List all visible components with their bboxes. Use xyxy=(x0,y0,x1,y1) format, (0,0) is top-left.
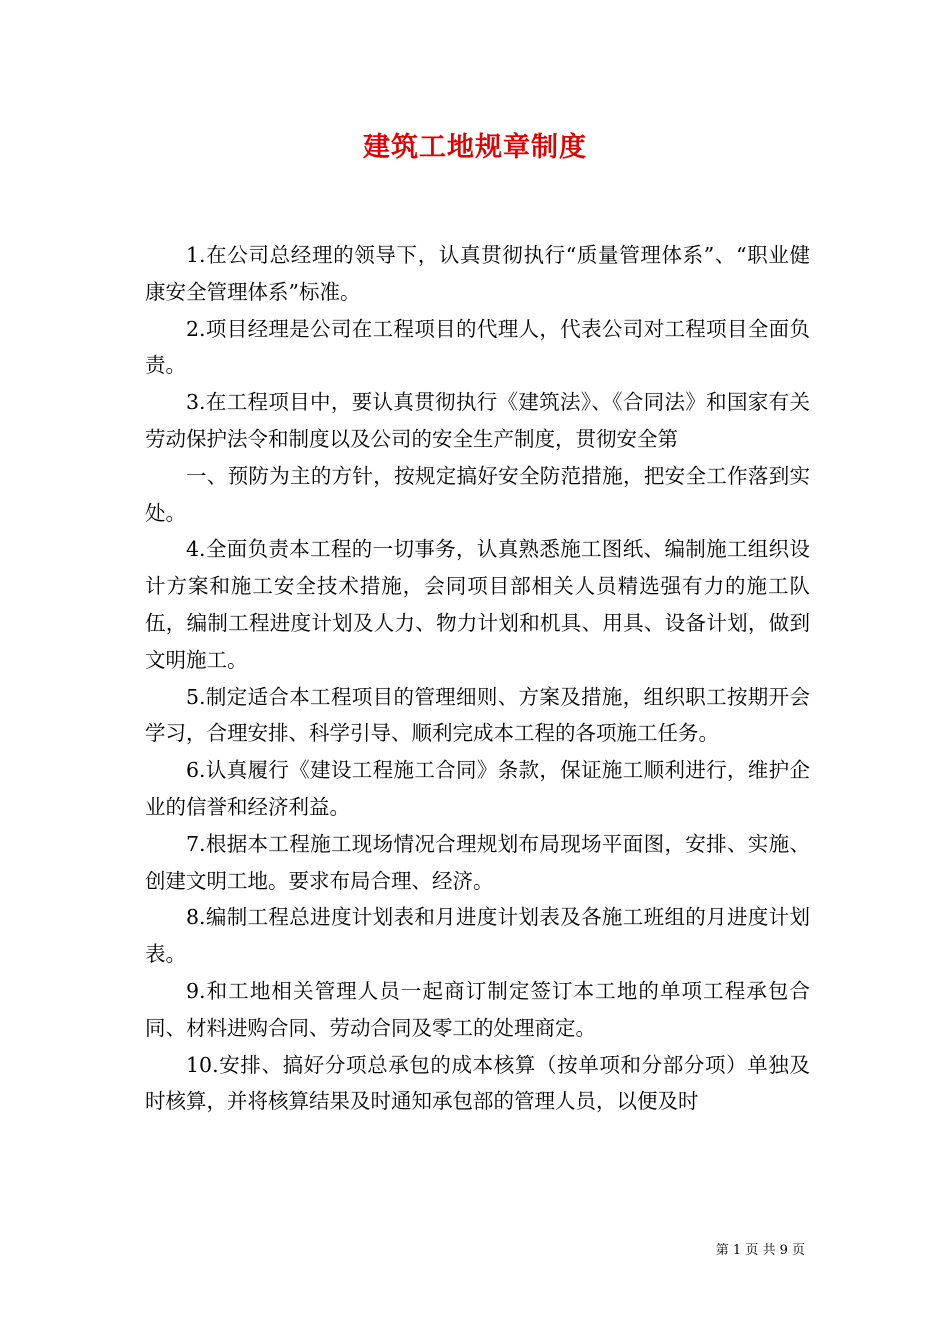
paragraph-8: 8.编制工程总进度计划表和月进度计划表及各施工班组的月进度计划表。 xyxy=(145,905,810,967)
paragraph-4: 4.全面负责本工程的一切事务，认真熟悉施工图纸、编制施工组织设计方案和施工安全技术措施，会同项目部相关人员精选强有力的施工队伍，编制工程进度计划及人力、物力计划和机具、用具、设备计划，做到文明施工。 xyxy=(145,537,810,672)
paragraph-7: 7.根据本工程施工现场情况合理规划布局现场平面图，安排、实施、创建文明工地。要求布局合理、经济。 xyxy=(145,831,810,893)
document-title: 建筑工地规章制度 xyxy=(363,132,587,163)
paragraph-9: 9.和工地相关管理人员一起商订制定签订本工地的单项工程承包合同、材料进购合同、劳动合同及零工的处理商定。 xyxy=(145,978,810,1040)
paragraph-1: 1.在公司总经理的领导下，认真贯彻执行“质量管理体系”、“职业健康安全管理体系”标准。 xyxy=(145,243,810,304)
page-number-footer: 第 1 页 共 9 页 xyxy=(715,1243,805,1258)
document-body xyxy=(145,237,810,1120)
paragraph-5: 5.制定适合本工程项目的管理细则、方案及措施，组织职工按期开会学习，合理安排、科学引导、顺利完成本工程的各项施工任务。 xyxy=(145,684,810,746)
paragraph-3: 3.在工程项目中，要认真贯彻执行《建筑法》、《合同法》和国家有关劳动保护法令和制度以及公司的安全生产制度，贯彻安全第 xyxy=(145,390,810,451)
paragraph-6: 6.认真履行《建设工程施工合同》条款，保证施工顺利进行，维护企业的信誉和经济利益。 xyxy=(145,758,810,819)
paragraph-10: 10.安排、搞好分项总承包的成本核算（按单项和分部分项）单独及时核算，并将核算结果及时通知承包部的管理人员，以便及时 xyxy=(145,1052,810,1114)
paragraph-3-continued: 一、预防为主的方针，按规定搞好安全防范措施，把安全工作落到实处。 xyxy=(145,463,810,525)
paragraph-2: 2.项目经理是公司在工程项目的代理人，代表公司对工程项目全面负责。 xyxy=(145,316,810,378)
